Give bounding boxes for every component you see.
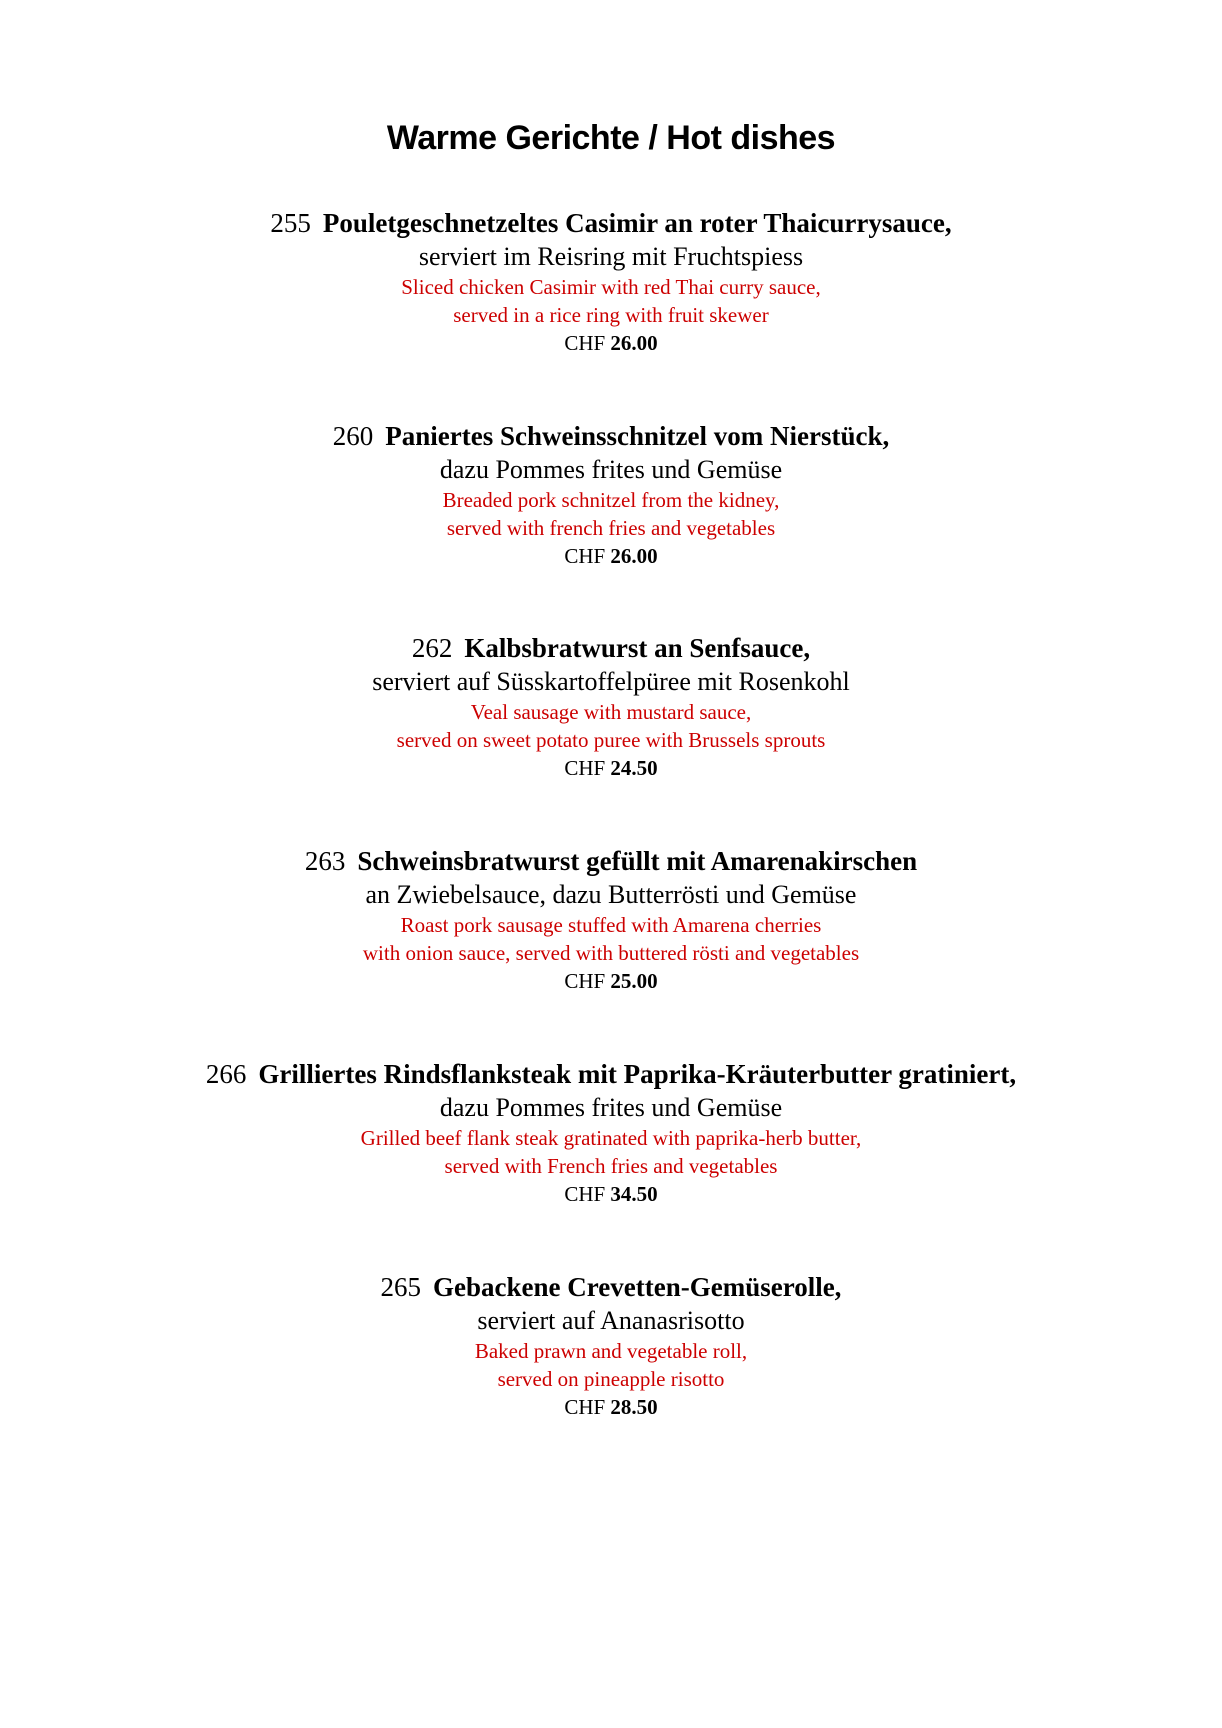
dish-description-en: served in a rice ring with fruit skewer xyxy=(453,303,769,327)
dish-description-de: dazu Pommes frites und Gemüse xyxy=(439,1093,783,1122)
dish-description-de: dazu Pommes frites und Gemüse xyxy=(439,455,783,484)
dish-number: 260 xyxy=(332,421,374,451)
dish-number: 263 xyxy=(304,846,346,876)
dish-name-line xyxy=(0,1271,1222,1304)
dish-number: 265 xyxy=(380,1272,422,1302)
dish-price xyxy=(0,754,1222,782)
price-amount: 25.00 xyxy=(610,969,658,993)
dish-number: 266 xyxy=(205,1059,247,1089)
dish-name-en: Veal sausage with mustard sauce, xyxy=(470,700,752,724)
dish-price xyxy=(0,1180,1222,1208)
price-amount: 26.00 xyxy=(610,331,658,355)
menu-item-266 xyxy=(0,1058,1222,1208)
price-currency: CHF xyxy=(564,544,606,568)
dish-number: 255 xyxy=(270,208,311,238)
menu-item-262 xyxy=(0,632,1222,782)
menu-item-265 xyxy=(0,1271,1222,1421)
menu-item-255 xyxy=(0,207,1222,357)
dish-name-de: Pouletgeschnetzeltes Casimir an roter Thaicurrysauce, xyxy=(322,208,952,238)
dish-description-en: served on sweet potato puree with Brussels sprouts xyxy=(396,728,826,752)
dish-number: 262 xyxy=(411,633,453,663)
dish-name-en: Baked prawn and vegetable roll, xyxy=(474,1339,748,1363)
menu-item-263 xyxy=(0,845,1222,995)
price-currency: CHF xyxy=(564,1182,606,1206)
dish-name-de: Grilliertes Rindsflanksteak mit Paprika-Kräuterbutter gratiniert, xyxy=(258,1059,1017,1089)
dish-name-de: Kalbsbratwurst an Senfsauce, xyxy=(464,633,811,663)
dish-name-de: Gebackene Crevetten-Gemüserolle, xyxy=(433,1272,842,1302)
dish-name-en: Breaded pork schnitzel from the kidney, xyxy=(442,488,780,512)
dish-name-de: Paniertes Schweinsschnitzel vom Nierstück, xyxy=(385,421,890,451)
price-amount: 26.00 xyxy=(610,544,658,568)
dish-name-en: Sliced chicken Casimir with red Thai curry sauce, xyxy=(401,275,821,299)
dish-description-en: with onion sauce, served with buttered rösti and vegetables xyxy=(362,941,860,965)
menu-item-260 xyxy=(0,420,1222,570)
dish-price xyxy=(0,542,1222,570)
price-amount: 24.50 xyxy=(610,756,658,780)
price-amount: 34.50 xyxy=(610,1182,658,1206)
price-amount: 28.50 xyxy=(610,1395,658,1419)
dish-description-en: served with French fries and vegetables xyxy=(444,1154,778,1178)
dish-description-en: served with french fries and vegetables xyxy=(446,516,776,540)
dish-price xyxy=(0,1393,1222,1421)
price-currency: CHF xyxy=(564,969,606,993)
dish-description-de: an Zwiebelsauce, dazu Butterrösti und Gemüse xyxy=(365,880,857,909)
price-currency: CHF xyxy=(564,331,606,355)
page-title: Warme Gerichte / Hot dishes xyxy=(386,119,836,157)
dish-price xyxy=(0,329,1222,357)
dish-price xyxy=(0,967,1222,995)
dish-name-line xyxy=(0,420,1222,453)
dish-name-line xyxy=(0,207,1222,240)
price-currency: CHF xyxy=(564,1395,606,1419)
dish-name-de: Schweinsbratwurst gefüllt mit Amarenakirschen xyxy=(357,846,918,876)
dish-name-line xyxy=(0,845,1222,878)
dish-description-de: serviert auf Ananasrisotto xyxy=(477,1306,745,1335)
price-currency: CHF xyxy=(564,756,606,780)
dish-name-line xyxy=(0,632,1222,665)
dish-name-line xyxy=(0,1058,1222,1091)
dish-description-de: serviert auf Süsskartoffelpüree mit Rosenkohl xyxy=(372,667,850,696)
dish-name-en: Grilled beef flank steak gratinated with paprika-herb butter, xyxy=(360,1126,862,1150)
dish-description-en: served on pineapple risotto xyxy=(497,1367,725,1391)
dish-name-en: Roast pork sausage stuffed with Amarena cherries xyxy=(400,913,822,937)
dish-description-de: serviert im Reisring mit Fruchtspiess xyxy=(418,242,804,271)
